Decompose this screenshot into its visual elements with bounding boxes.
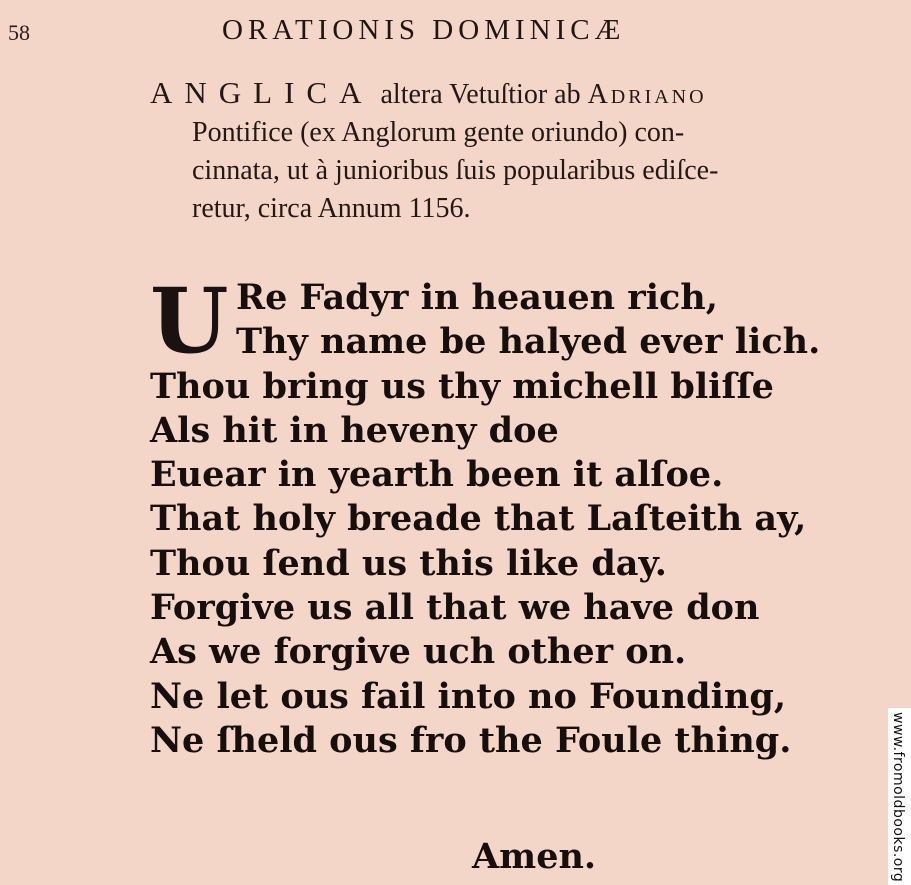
prayer-verse-7: Thou ſend us this like day. bbox=[150, 542, 667, 584]
intro-paragraph bbox=[150, 74, 900, 228]
intro-line-3: cinnata, ut à junioribus ſuis popularibus ediſce- bbox=[192, 155, 719, 186]
prayer-verse-8: Forgive us all that we have don bbox=[150, 587, 760, 629]
intro-line-1 bbox=[150, 74, 900, 114]
prayer-verse-11: Ne ſheld ous fro the Foule thing. bbox=[150, 719, 792, 761]
intro-line-2: Pontifice (ex Anglorum gente oriundo) con- bbox=[192, 117, 685, 148]
amen: Amen. bbox=[472, 836, 597, 877]
prayer-verse-1: Re Fadyr in heauen rich, bbox=[236, 277, 718, 318]
watermark bbox=[888, 708, 911, 885]
intro-caps: ANGLICA bbox=[150, 75, 374, 110]
prayer-body bbox=[150, 365, 806, 764]
intro-mid: altera Vetuſtior ab bbox=[373, 79, 588, 110]
prayer-verse-4: Als hit in heveny doe bbox=[150, 409, 559, 451]
prayer-verse-6: That holy breade that Laſteith ay, bbox=[150, 498, 807, 540]
prayer-opening-lines bbox=[236, 276, 820, 365]
prayer-verse-3: Thou bring us thy michell bliſſe bbox=[150, 365, 774, 407]
prayer-verse-9: As we forgive uch other on. bbox=[150, 631, 687, 673]
page-number: 58 bbox=[8, 20, 30, 45]
intro-line-4: retur, circa Annum 1156. bbox=[192, 193, 471, 224]
running-head: ORATIONIS DOMINICÆ bbox=[222, 14, 626, 46]
prayer-verse-5: Euear in yearth been it alſoe. bbox=[150, 454, 724, 496]
drop-cap: U bbox=[150, 268, 229, 374]
intro-name: Adriano bbox=[587, 79, 707, 110]
watermark-text: www.fromoldbooks.org bbox=[890, 712, 906, 883]
prayer-verse-10: Ne let ous fail into no Founding, bbox=[150, 675, 787, 717]
prayer-verse-2: Thy name be halyed ever lich. bbox=[236, 321, 821, 363]
